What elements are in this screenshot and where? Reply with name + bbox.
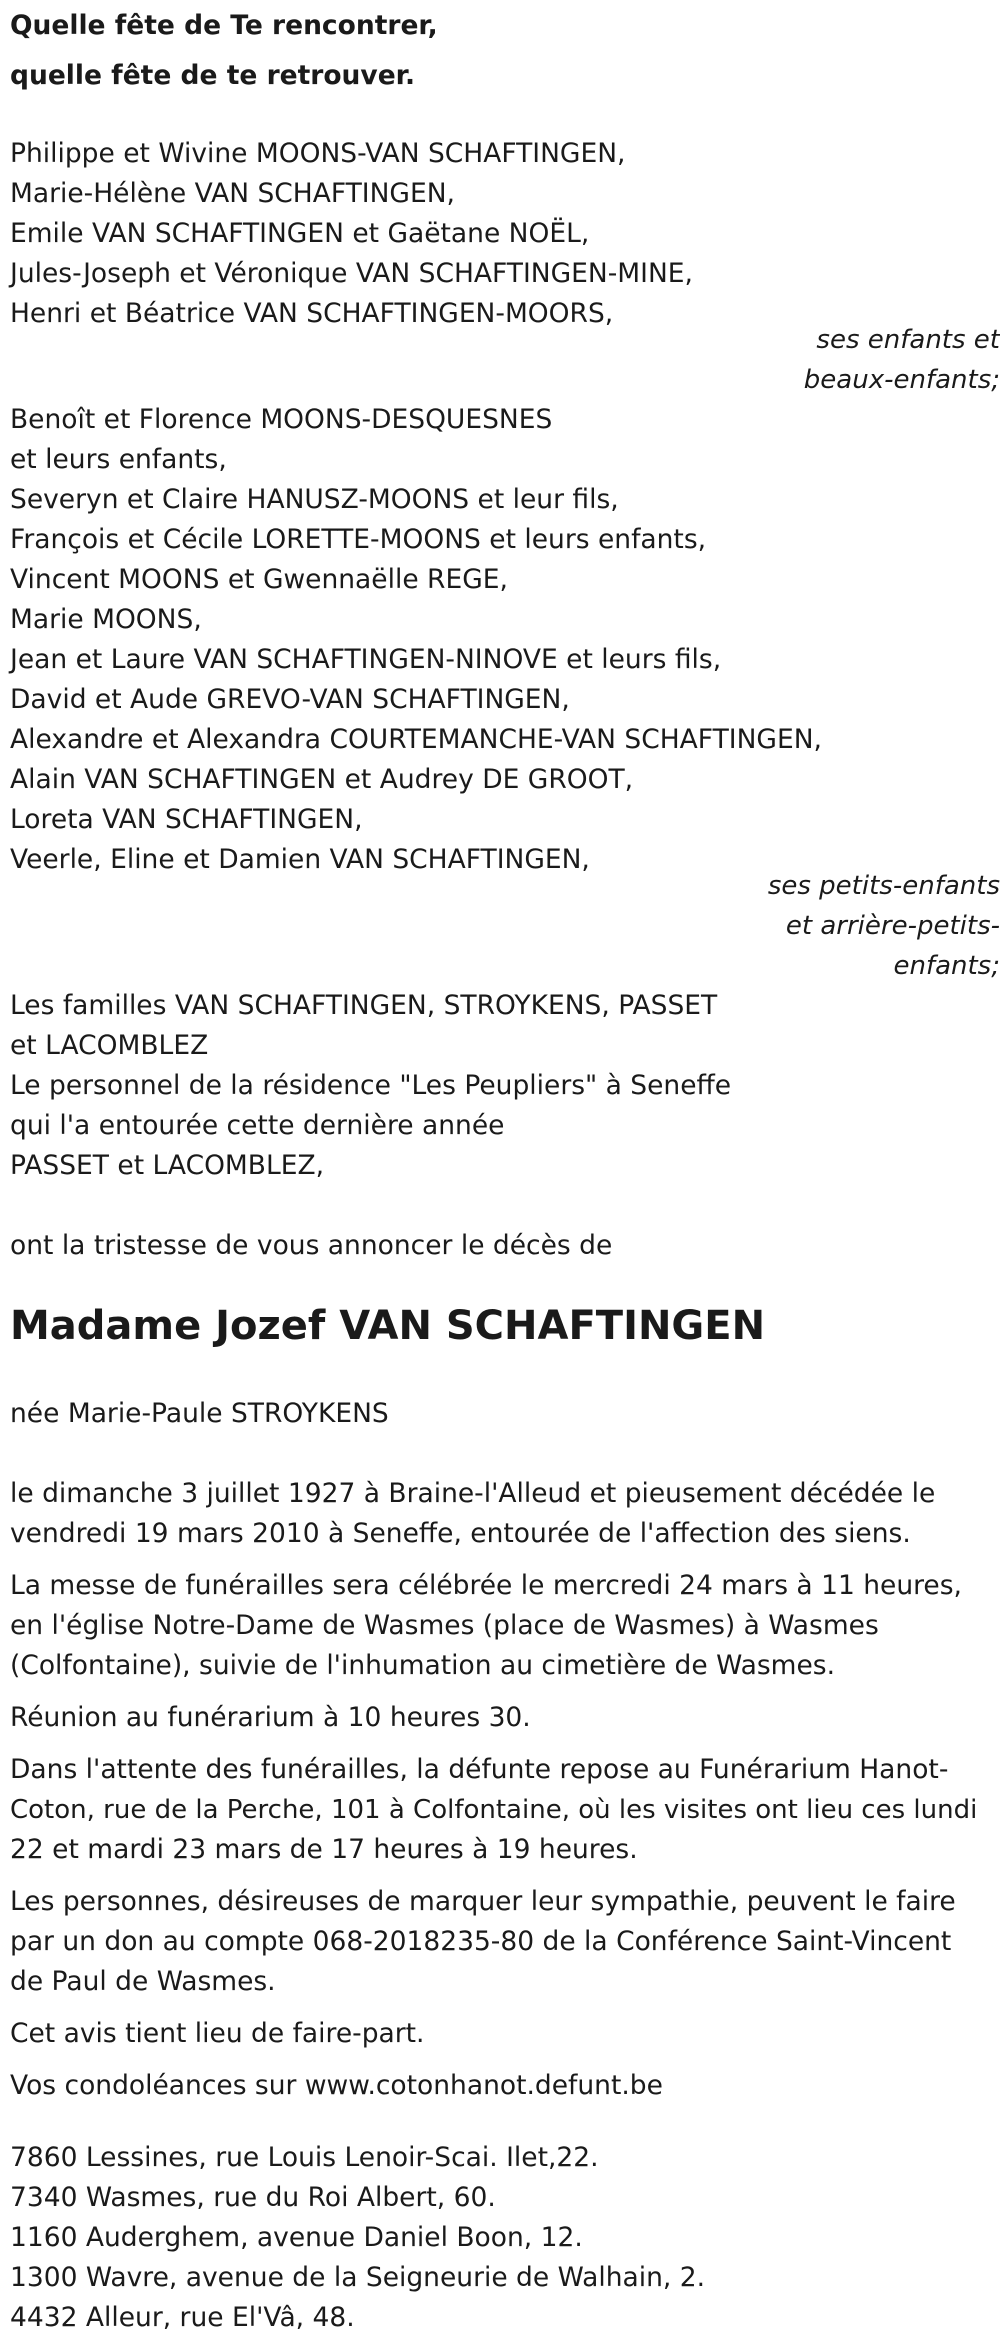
children-name: Emile VAN SCHAFTINGEN et Gaëtane NOËL, (10, 218, 590, 249)
body-line: le dimanche 3 juillet 1927 à Braine-l'Alleud et pieusement décédée le (10, 1478, 936, 1509)
grandchildren-role: et arrière-petits- (785, 911, 1000, 941)
grandchildren-name: et leurs enfants, (10, 444, 227, 475)
address-line: 7860 Lessines, rue Louis Lenoir-Scai. Ilet,22. (10, 2142, 599, 2173)
families-line: Les familles VAN SCHAFTINGEN, STROYKENS, PASSET (10, 990, 718, 1021)
children-role: beaux-enfants; (803, 365, 1000, 395)
children-role: ses enfants et (816, 325, 1000, 355)
grandchildren-name: Veerle, Eline et Damien VAN SCHAFTINGEN, (10, 844, 590, 875)
body-line: 22 et mardi 23 mars de 17 heures à 19 heures. (10, 1834, 638, 1865)
children-name: Philippe et Wivine MOONS-VAN SCHAFTINGEN, (10, 138, 626, 169)
grandchildren-role: ses petits-enfants (767, 871, 1000, 901)
grandchildren-name: David et Aude GREVO-VAN SCHAFTINGEN, (10, 684, 570, 715)
grandchildren-role: enfants; (893, 951, 1000, 981)
verse-line-2: quelle fête de te retrouver. (10, 60, 416, 91)
verse-line-1: Quelle fête de Te rencontrer, (10, 10, 438, 41)
grandchildren-name: Jean et Laure VAN SCHAFTINGEN-NINOVE et leurs fils, (10, 644, 722, 675)
body-line: par un don au compte 068-2018235-80 de la Conférence Saint-Vincent (10, 1926, 952, 1957)
body-line: La messe de funérailles sera célébrée le mercredi 24 mars à 11 heures, (10, 1570, 962, 1601)
families-line: qui l'a entourée cette dernière année (10, 1110, 505, 1141)
body-line: Coton, rue de la Perche, 101 à Colfontaine, où les visites ont lieu ces lundi (10, 1795, 978, 1825)
body-line: Réunion au funérarium à 10 heures 30. (10, 1702, 531, 1733)
children-name: Marie-Hélène VAN SCHAFTINGEN, (10, 178, 455, 209)
grandchildren-name: Benoît et Florence MOONS-DESQUESNES (10, 404, 553, 435)
grandchildren-name: Loreta VAN SCHAFTINGEN, (10, 804, 363, 835)
address-line: 1160 Auderghem, avenue Daniel Boon, 12. (10, 2222, 583, 2253)
grandchildren-name: Severyn et Claire HANUSZ-MOONS et leur fils, (10, 484, 619, 515)
grandchildren-name: Vincent MOONS et Gwennaëlle REGE, (10, 564, 508, 595)
grandchildren-name: Marie MOONS, (10, 604, 202, 635)
grandchildren-name: François et Cécile LORETTE-MOONS et leurs enfants, (10, 524, 707, 555)
announcement-text: ont la tristesse de vous annoncer le décès de (10, 1230, 613, 1261)
address-line: 1300 Wavre, avenue de la Seigneurie de Walhain, 2. (10, 2262, 706, 2293)
address-line: 7340 Wasmes, rue du Roi Albert, 60. (10, 2182, 496, 2213)
families-line: et LACOMBLEZ (10, 1030, 209, 1061)
grandchildren-name: Alain VAN SCHAFTINGEN et Audrey DE GROOT, (10, 764, 634, 795)
body-line: vendredi 19 mars 2010 à Seneffe, entourée de l'affection des siens. (10, 1518, 911, 1549)
body-line: Dans l'attente des funérailles, la défunte repose au Funérarium Hanot- (10, 1754, 949, 1785)
body-line: de Paul de Wasmes. (10, 1966, 276, 1997)
families-line: Le personnel de la résidence "Les Peupliers" à Seneffe (10, 1070, 732, 1101)
deceased-name: Madame Jozef VAN SCHAFTINGEN (10, 1303, 766, 1349)
body-line: en l'église Notre-Dame de Wasmes (place de Wasmes) à Wasmes (10, 1610, 879, 1641)
body-line: Les personnes, désireuses de marquer leur sympathie, peuvent le faire (10, 1886, 956, 1917)
body-line: Cet avis tient lieu de faire-part. (10, 2018, 425, 2049)
families-line: PASSET et LACOMBLEZ, (10, 1150, 325, 1181)
condolences-link[interactable]: Vos condoléances sur www.cotonhanot.defunt.be (10, 2070, 663, 2101)
maiden-name: née Marie-Paule STROYKENS (10, 1398, 389, 1429)
body-line: (Colfontaine), suivie de l'inhumation au cimetière de Wasmes. (10, 1650, 836, 1681)
grandchildren-name: Alexandre et Alexandra COURTEMANCHE-VAN SCHAFTINGEN, (10, 724, 822, 755)
children-name: Henri et Béatrice VAN SCHAFTINGEN-MOORS, (10, 298, 614, 329)
children-name: Jules-Joseph et Véronique VAN SCHAFTINGEN-MINE, (10, 258, 693, 289)
address-line: 4432 Alleur, rue El'Vâ, 48. (10, 2302, 355, 2333)
